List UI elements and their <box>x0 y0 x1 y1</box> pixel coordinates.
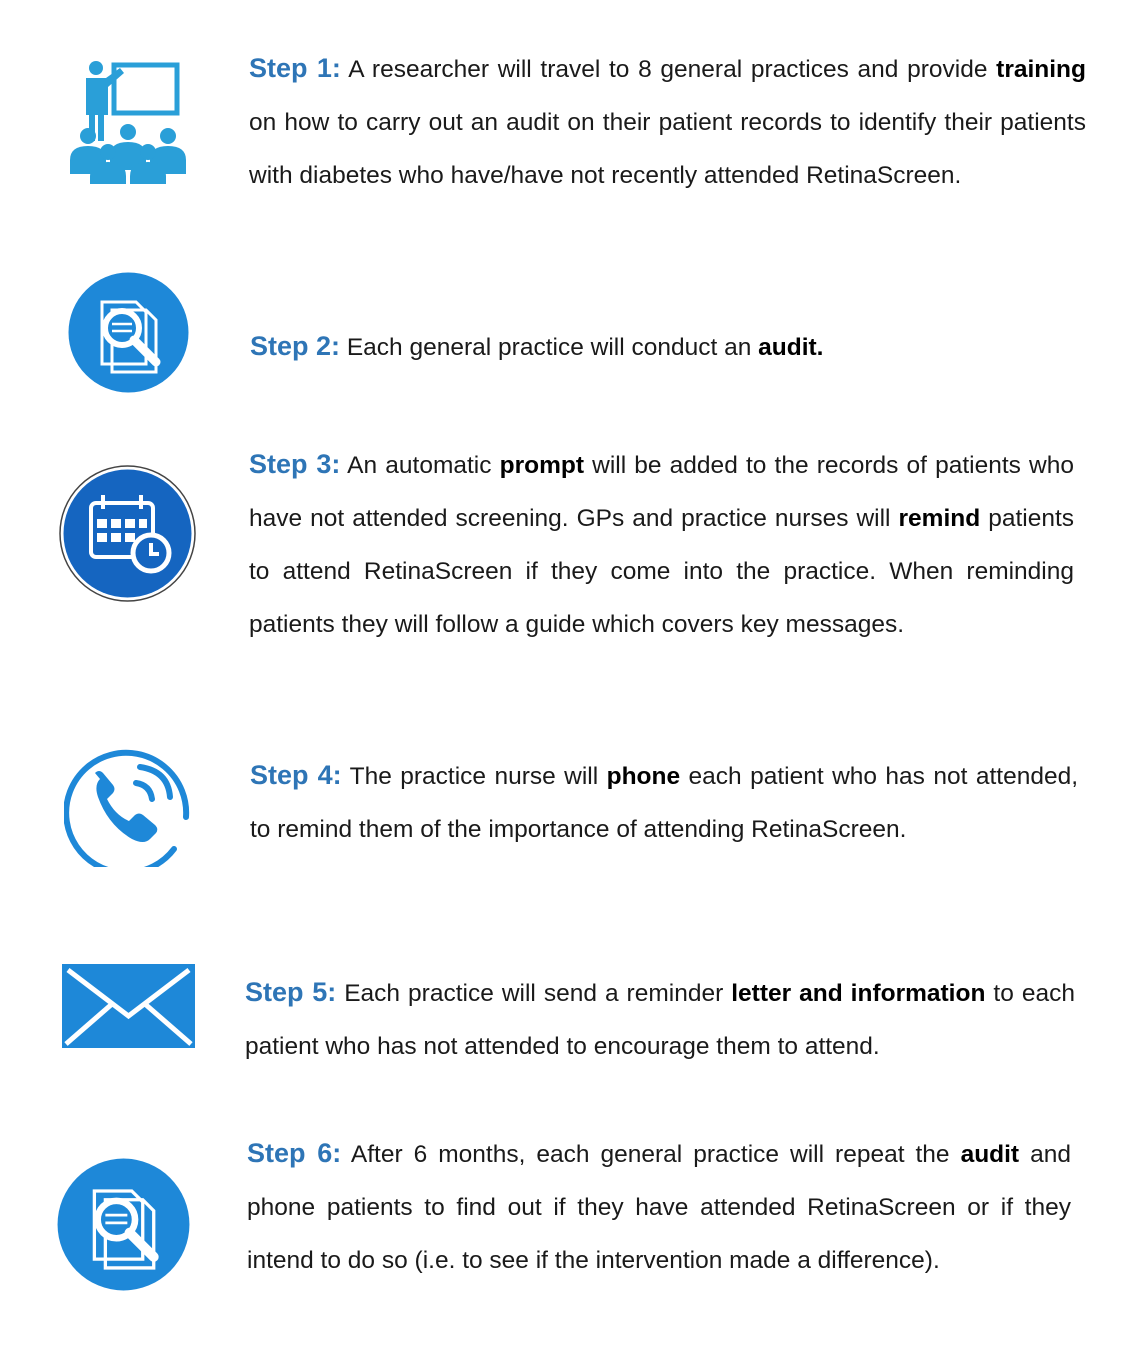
step-label: Step 3: <box>249 449 341 479</box>
step-text: and phone patients to find out if they have attended RetinaScreen or if they intend to do so (i.e. to see if the intervention made a difference). <box>247 1141 1071 1274</box>
step-6-text <box>247 1127 1071 1287</box>
audit-document-search-icon <box>57 1158 190 1291</box>
step-text: A researcher will travel to 8 general practices and provide <box>348 56 988 83</box>
step-4-text <box>250 749 1078 856</box>
step-1-text <box>249 42 1086 202</box>
step-text: patients to attend RetinaScreen if they come into the practice. When reminding patients they will follow a guide which covers key messages. <box>249 505 1075 638</box>
step-text: The practice nurse will <box>349 763 599 790</box>
step-keyword: audit. <box>758 334 824 361</box>
step-keyword: remind <box>898 505 981 532</box>
audit-document-search-icon <box>68 272 189 393</box>
step-keyword: prompt <box>499 452 584 479</box>
step-3-text <box>249 438 1074 651</box>
step-text: Each general practice will conduct an <box>346 334 752 361</box>
step-text: will be added to the records of patients who have not attended screening. GPs and practice nurses will <box>249 452 1074 532</box>
envelope-icon <box>62 964 195 1048</box>
calendar-clock-icon <box>59 465 196 602</box>
step-text: to each patient who has not attended to encourage them to attend. <box>245 980 1075 1060</box>
step-text: After 6 months, each general practice will repeat the <box>350 1141 950 1168</box>
step-text: An automatic <box>347 452 492 479</box>
step-label: Step 4: <box>250 760 342 790</box>
step-text: each patient who has not attended, to remind them of the importance of attending RetinaScreen. <box>250 763 1079 843</box>
step-label: Step 5: <box>245 977 337 1007</box>
step-label: Step 2: <box>250 331 341 361</box>
step-keyword: phone <box>606 763 681 790</box>
step-keyword: training <box>996 56 1086 83</box>
training-presentation-icon <box>64 60 188 184</box>
step-5-text <box>245 966 1075 1073</box>
step-keyword: letter and information <box>731 980 986 1007</box>
step-2-text <box>250 320 1090 374</box>
step-text: on how to carry out an audit on their patient records to identify their patients with diabetes who have/have not recently attended RetinaScreen. <box>249 109 1086 189</box>
step-keyword: audit <box>960 1141 1020 1168</box>
step-label: Step 1: <box>249 53 341 83</box>
phone-call-icon <box>64 737 194 867</box>
step-text: Each practice will send a reminder <box>344 980 724 1007</box>
step-label: Step 6: <box>247 1138 342 1168</box>
